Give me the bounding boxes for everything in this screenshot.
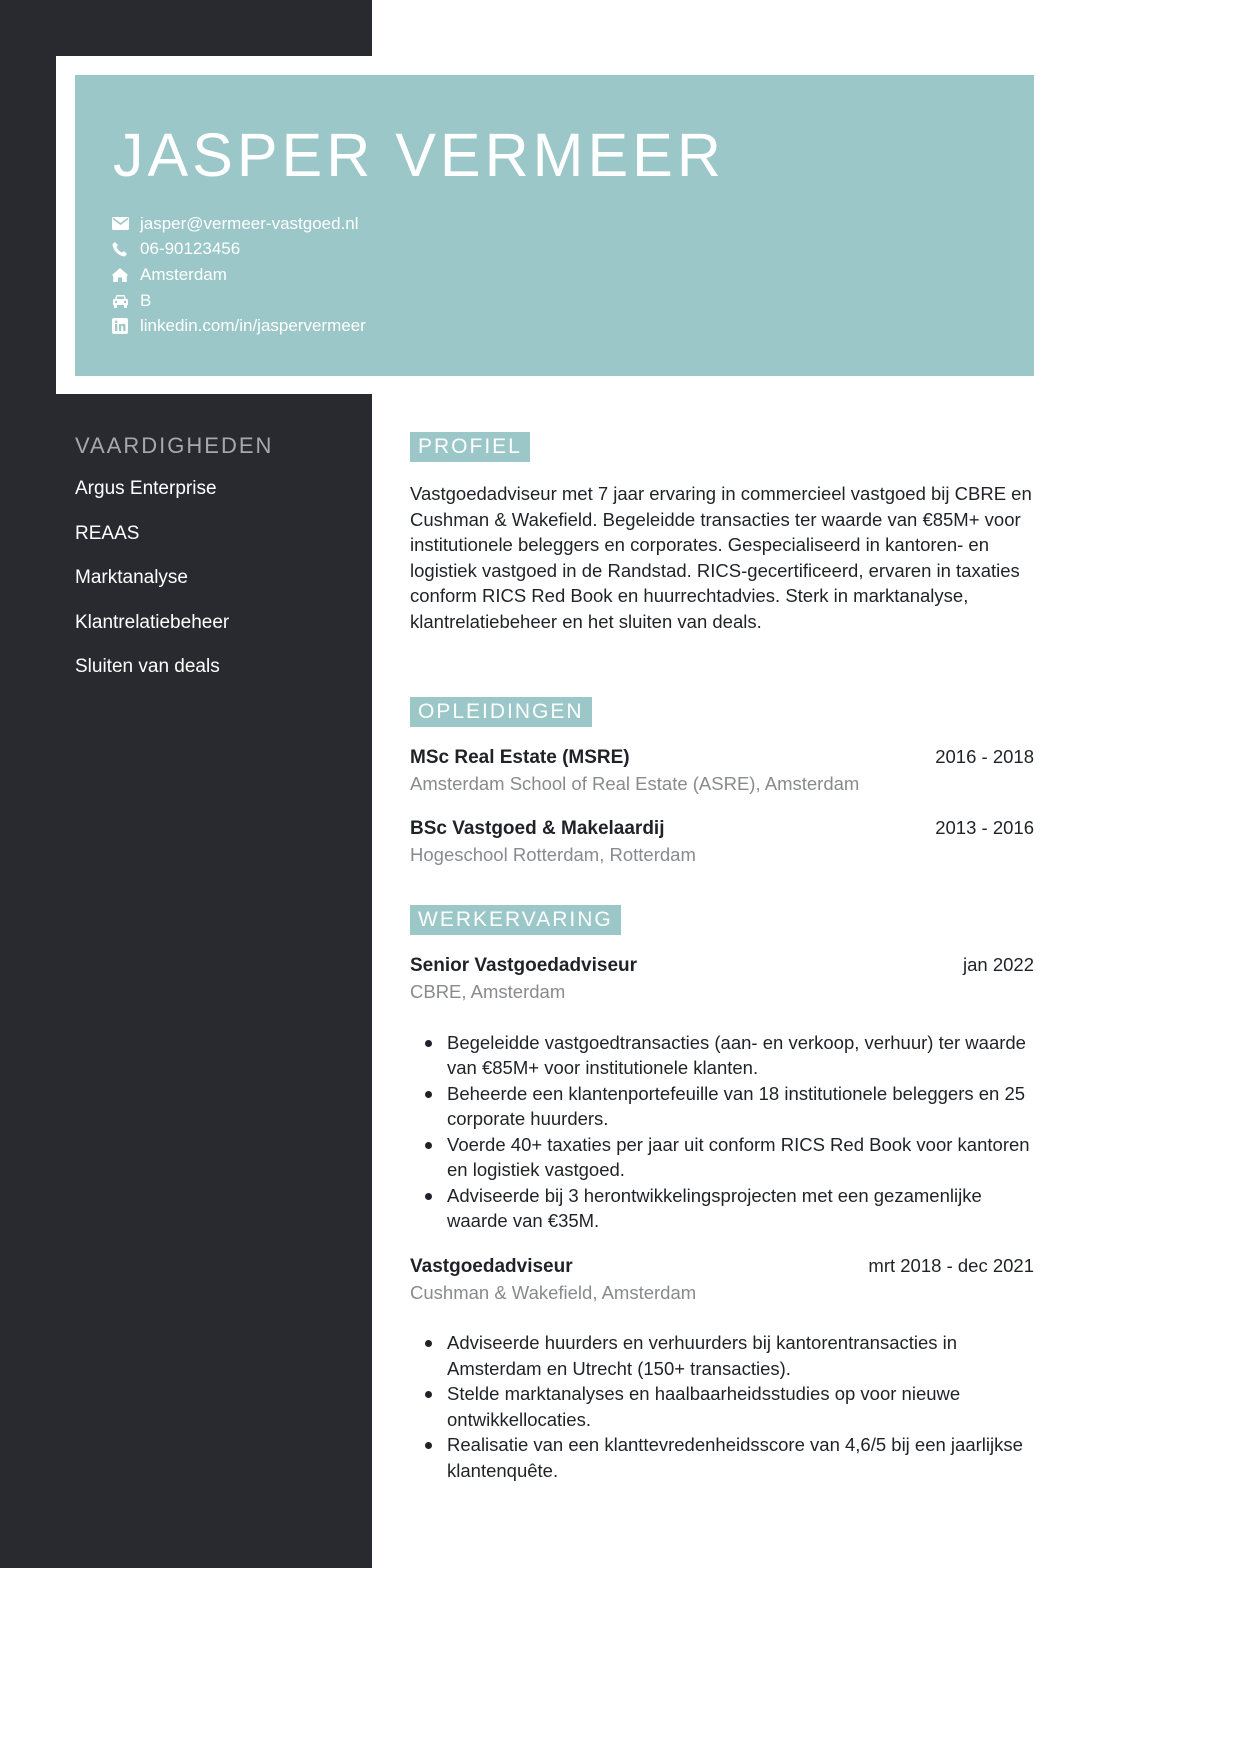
education-school: Hogeschool Rotterdam, Rotterdam	[410, 843, 696, 865]
list-item: Stelde marktanalyses en haalbaarheidsstudies op voor nieuwe ontwikkellocaties.	[447, 1381, 1034, 1432]
skill-item: Klantrelatiebeheer	[75, 611, 230, 633]
home-icon	[111, 266, 129, 284]
contact-location-text: Amsterdam	[140, 264, 227, 284]
list-item: Begeleidde vastgoedtransacties (aan- en verkoop, verhuur) ter waarde van €85M+ voor institutionele klanten.	[447, 1030, 1034, 1081]
experience-title: WERKERVARING	[410, 905, 621, 935]
education-dates: 2016 - 2018	[935, 746, 1034, 767]
skill-item: Sluiten van deals	[75, 656, 220, 677]
education-entry	[410, 744, 1034, 797]
experience-role: Senior Vastgoedadviseur	[410, 955, 638, 976]
skill-item: REAAS	[75, 522, 140, 544]
contact-list	[111, 211, 366, 339]
education-title: OPLEIDINGEN	[410, 697, 592, 727]
skills-section	[75, 430, 355, 699]
education-entry	[410, 815, 1034, 868]
experience-entry	[410, 1253, 1034, 1484]
contact-phone-text[interactable]: 06-90123456	[140, 239, 241, 259]
experience-company: Cushman & Wakefield, Amsterdam	[410, 1281, 697, 1303]
contact-linkedin	[111, 313, 366, 339]
education-degree: MSc Real Estate (MSRE)	[410, 747, 630, 768]
contact-license-text: B	[140, 290, 152, 310]
experience-bullets	[410, 1330, 1034, 1483]
contact-email-text[interactable]: jasper@vermeer-vastgoed.nl	[140, 213, 359, 233]
list-item: Beheerde een klantenportefeuille van 18 institutionele beleggers en 25 corporate huurders.	[447, 1081, 1034, 1132]
candidate-name: JASPER VERMEER	[113, 121, 725, 189]
education-dates: 2013 - 2016	[935, 816, 1034, 838]
car-icon	[111, 292, 129, 310]
contact-linkedin-text[interactable]: linkedin.com/in/jaspervermeer	[140, 316, 366, 336]
list-item: Adviseerde huurders en verhuurders bij kantorentransacties in Amsterdam en Utrecht (150+ transacties).	[447, 1330, 1034, 1381]
skills-title: VAARDIGHEDEN	[75, 433, 274, 458]
education-section	[410, 697, 1034, 867]
experience-company: CBRE, Amsterdam	[410, 981, 566, 1002]
skill-item: Marktanalyse	[75, 567, 188, 588]
experience-bullets	[410, 1030, 1034, 1234]
experience-entry	[410, 952, 1034, 1234]
experience-section	[410, 905, 1034, 1483]
education-degree: BSc Vastgoed & Makelaardij	[410, 817, 665, 839]
profile-section	[410, 432, 1034, 634]
skill-item: Argus Enterprise	[75, 478, 217, 499]
phone-icon	[111, 240, 129, 258]
education-school: Amsterdam School of Real Estate (ASRE), Amsterdam	[410, 773, 860, 794]
linkedin-icon	[111, 317, 129, 335]
experience-role: Vastgoedadviseur	[410, 1255, 573, 1277]
experience-dates: jan 2022	[963, 954, 1034, 975]
profile-title: PROFIEL	[410, 432, 530, 462]
list-item: Adviseerde bij 3 herontwikkelingsprojecten met een gezamenlijke waarde van €35M.	[447, 1183, 1034, 1234]
contact-license	[111, 288, 366, 314]
contact-email	[111, 211, 366, 237]
experience-dates: mrt 2018 - dec 2021	[868, 1254, 1034, 1276]
contact-location	[111, 262, 366, 288]
envelope-icon	[111, 215, 129, 233]
profile-text: Vastgoedadviseur met 7 jaar ervaring in commercieel vastgoed bij CBRE en Cushman & Wakefield. Begeleidde transacties ter waarde van €85M+ voor institutionele beleggers en corporates. Gespecialiseerd in kantoren- en logistiek vastgoed in de Randstad. RICS-gecertificeerd, ervaren in taxaties conform RICS Red Book en huurrechtadvies. Sterk in marktanalyse, klantrelatiebeheer en het sluiten van deals.	[410, 483, 1032, 632]
list-item: Voerde 40+ taxaties per jaar uit conform RICS Red Book voor kantoren en logistiek vastgoed.	[447, 1132, 1034, 1183]
contact-phone	[111, 237, 366, 263]
list-item: Realisatie van een klanttevredenheidsscore van 4,6/5 bij een jaarlijkse klantenquête.	[447, 1432, 1034, 1483]
